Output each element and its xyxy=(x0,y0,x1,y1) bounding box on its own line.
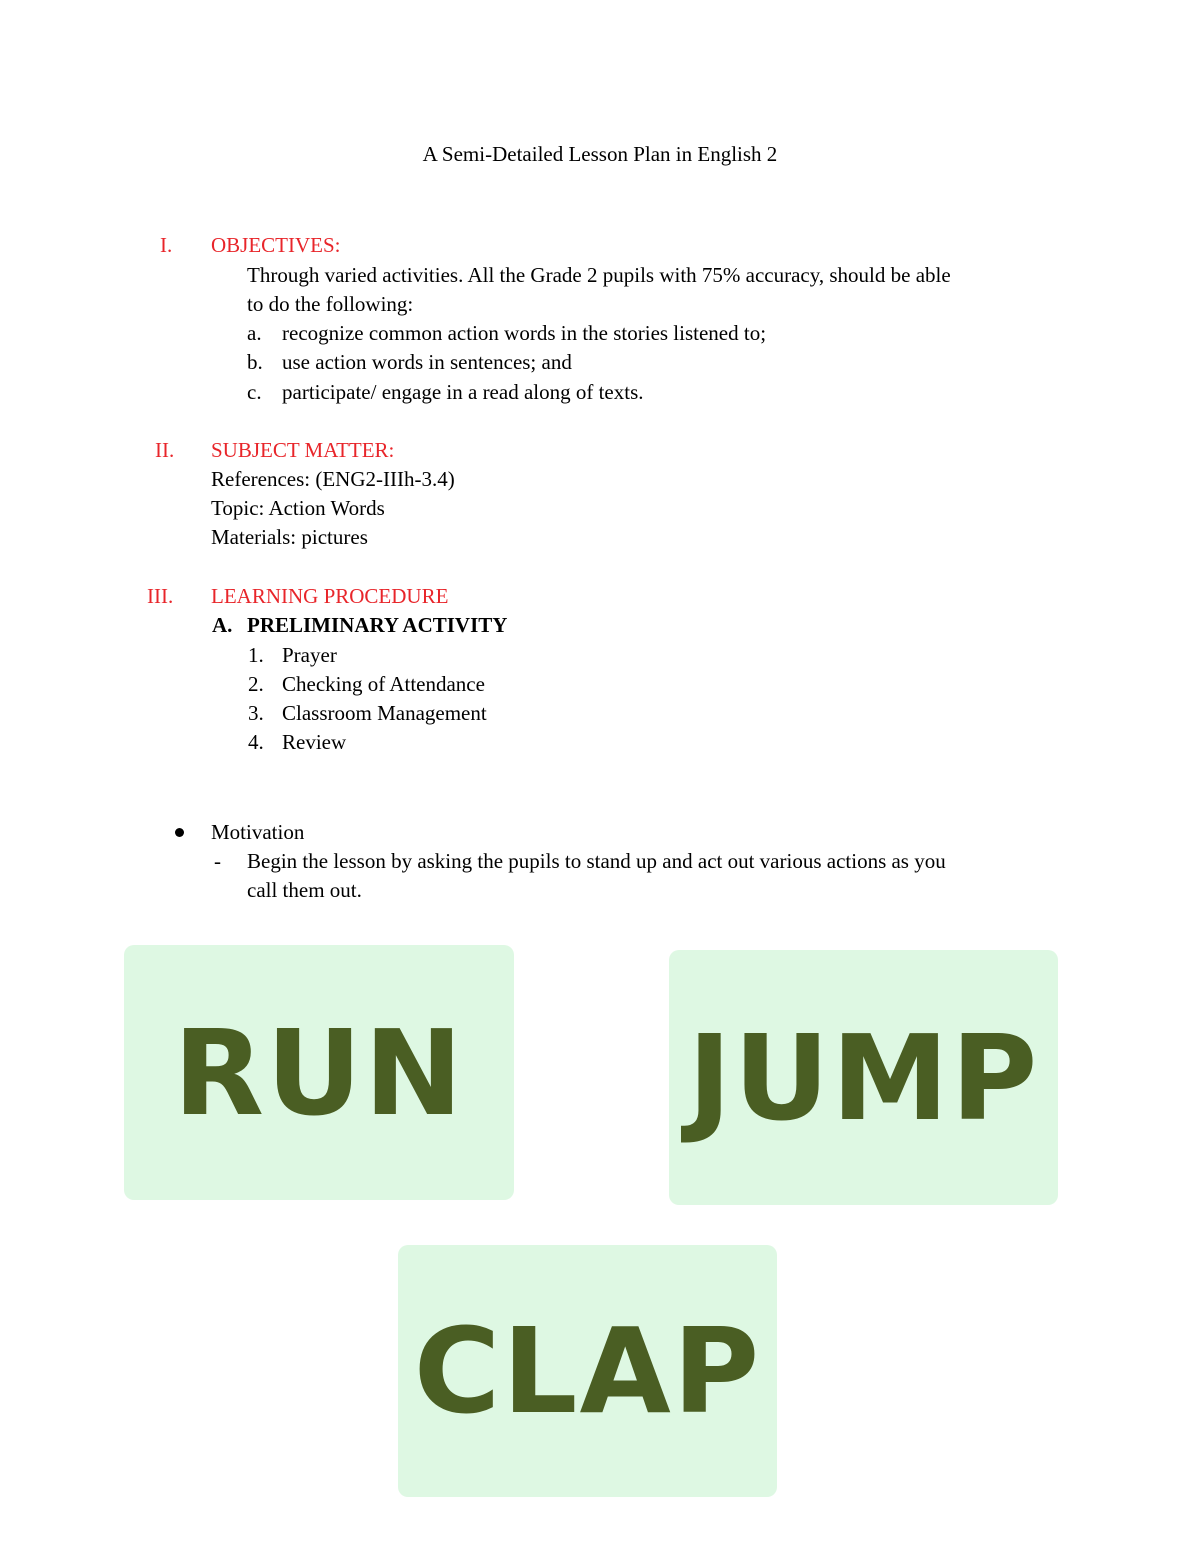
objective-a-text: recognize common action words in the stories listened to; xyxy=(282,321,767,345)
activity-3-marker: 3. xyxy=(248,701,264,725)
action-card-clap xyxy=(398,1245,777,1497)
activity-1-text: Prayer xyxy=(282,643,337,667)
action-word-jump: JUMP xyxy=(687,1008,1040,1147)
action-card-run xyxy=(124,945,514,1200)
motivation-dash: - xyxy=(214,849,221,873)
preliminary-heading: PRELIMINARY ACTIVITY xyxy=(247,613,508,637)
preliminary-marker: A. xyxy=(212,613,233,637)
subject-matter-heading: SUBJECT MATTER: xyxy=(211,438,395,462)
objective-c-marker: c. xyxy=(247,380,262,404)
objectives-intro-line1: Through varied activities. All the Grade 2 pupils with 75% accuracy, should be able xyxy=(247,263,951,287)
activity-1-marker: 1. xyxy=(248,643,264,667)
subject-materials: Materials: pictures xyxy=(211,525,368,549)
learning-procedure-heading: LEARNING PROCEDURE xyxy=(211,584,449,608)
action-card-jump xyxy=(669,950,1058,1205)
subject-references: References: (ENG2-IIIh-3.4) xyxy=(211,467,455,491)
activity-2-text: Checking of Attendance xyxy=(282,672,485,696)
motivation-line1: Begin the lesson by asking the pupils to stand up and act out various actions as you xyxy=(247,849,946,873)
activity-4-marker: 4. xyxy=(248,730,264,754)
activity-4-text: Review xyxy=(282,730,347,754)
document-title: A Semi-Detailed Lesson Plan in English 2 xyxy=(422,142,778,166)
objectives-intro-line2: to do the following: xyxy=(247,292,414,316)
subject-matter-numeral: II. xyxy=(155,438,175,462)
objectives-heading: OBJECTIVES: xyxy=(211,233,341,257)
objective-a-marker: a. xyxy=(247,321,262,345)
subject-topic: Topic: Action Words xyxy=(211,496,385,520)
action-word-clap: CLAP xyxy=(413,1302,762,1440)
objective-b-marker: b. xyxy=(247,350,263,374)
activity-2-marker: 2. xyxy=(248,672,264,696)
activity-3-text: Classroom Management xyxy=(282,701,487,725)
bullet-dot-icon xyxy=(175,828,184,837)
learning-procedure-numeral: III. xyxy=(147,584,174,608)
objectives-numeral: I. xyxy=(160,233,173,257)
objective-b-text: use action words in sentences; and xyxy=(282,350,572,374)
action-word-run: RUN xyxy=(173,1003,465,1142)
motivation-line2: call them out. xyxy=(247,878,362,902)
motivation-label: Motivation xyxy=(211,820,305,844)
objective-c-text: participate/ engage in a read along of texts. xyxy=(282,380,644,404)
